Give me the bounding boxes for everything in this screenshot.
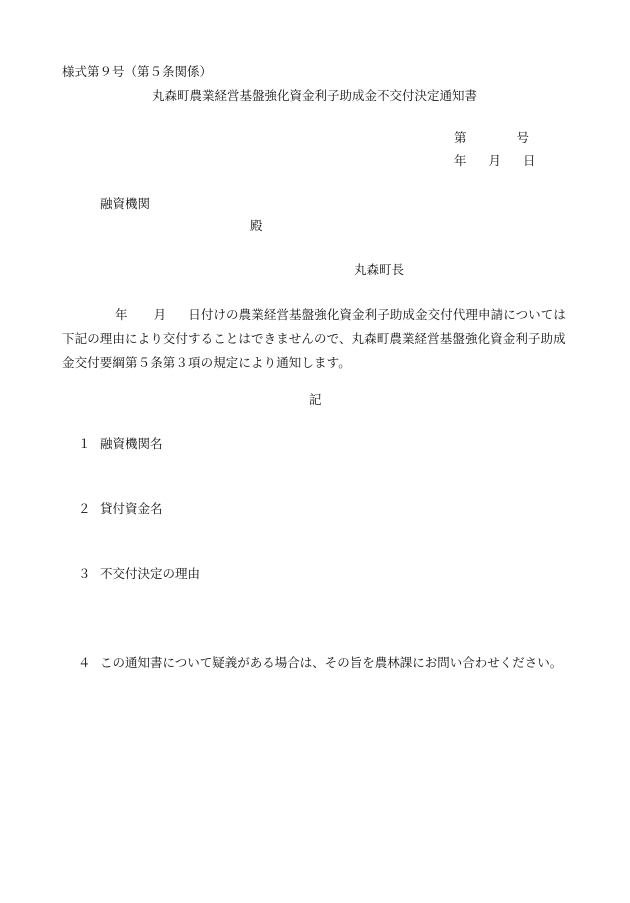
list-item-inquiry (78, 655, 562, 670)
addressee-honorific: 殿 (250, 218, 263, 233)
item-label: 融資機関名 (100, 436, 163, 451)
addressee-institution: 融資機関 (100, 196, 151, 211)
date-month: 月 (488, 153, 502, 168)
item-number: ４ (78, 655, 91, 670)
list-item-reason (78, 566, 200, 581)
body-year: 年 (115, 307, 128, 322)
ki-heading: 記 (309, 392, 322, 407)
item-label: 不交付決定の理由 (100, 566, 201, 581)
item-label: 貸付資金名 (100, 501, 163, 516)
body-line-1: 年 月 日付けの農業経営基盤強化資金利子助成金交付代理申請については (115, 307, 566, 322)
item-number: ２ (78, 501, 91, 516)
document-date (454, 153, 536, 168)
body-line-2: 下記の理由により交付することはできませんので、丸森町農業経営基盤強化資金利子助成 (62, 331, 566, 346)
date-day: 日 (523, 153, 536, 168)
item-label: この通知書について疑義がある場合は、その旨を農林課にお問い合わせください。 (100, 655, 563, 670)
document-number (454, 130, 529, 145)
number-suffix: 号 (516, 130, 530, 145)
date-year: 年 (454, 153, 467, 168)
list-item-loan-fund (78, 501, 163, 516)
body-line-3: 金交付要綱第５条第３項の規定により通知します。 (62, 355, 351, 370)
item-number: ３ (78, 566, 91, 581)
document-title: 丸森町農業経営基盤強化資金利子助成金不交付決定通知書 (152, 88, 478, 103)
body-paragraph (62, 303, 582, 375)
number-prefix: 第 (454, 130, 467, 145)
item-number: １ (78, 436, 91, 451)
form-label: 様式第９号（第５条関係） (62, 64, 213, 79)
body-month: 月 (153, 307, 167, 322)
list-item-institution (78, 436, 163, 451)
sender-name: 丸森町長 (354, 262, 405, 277)
